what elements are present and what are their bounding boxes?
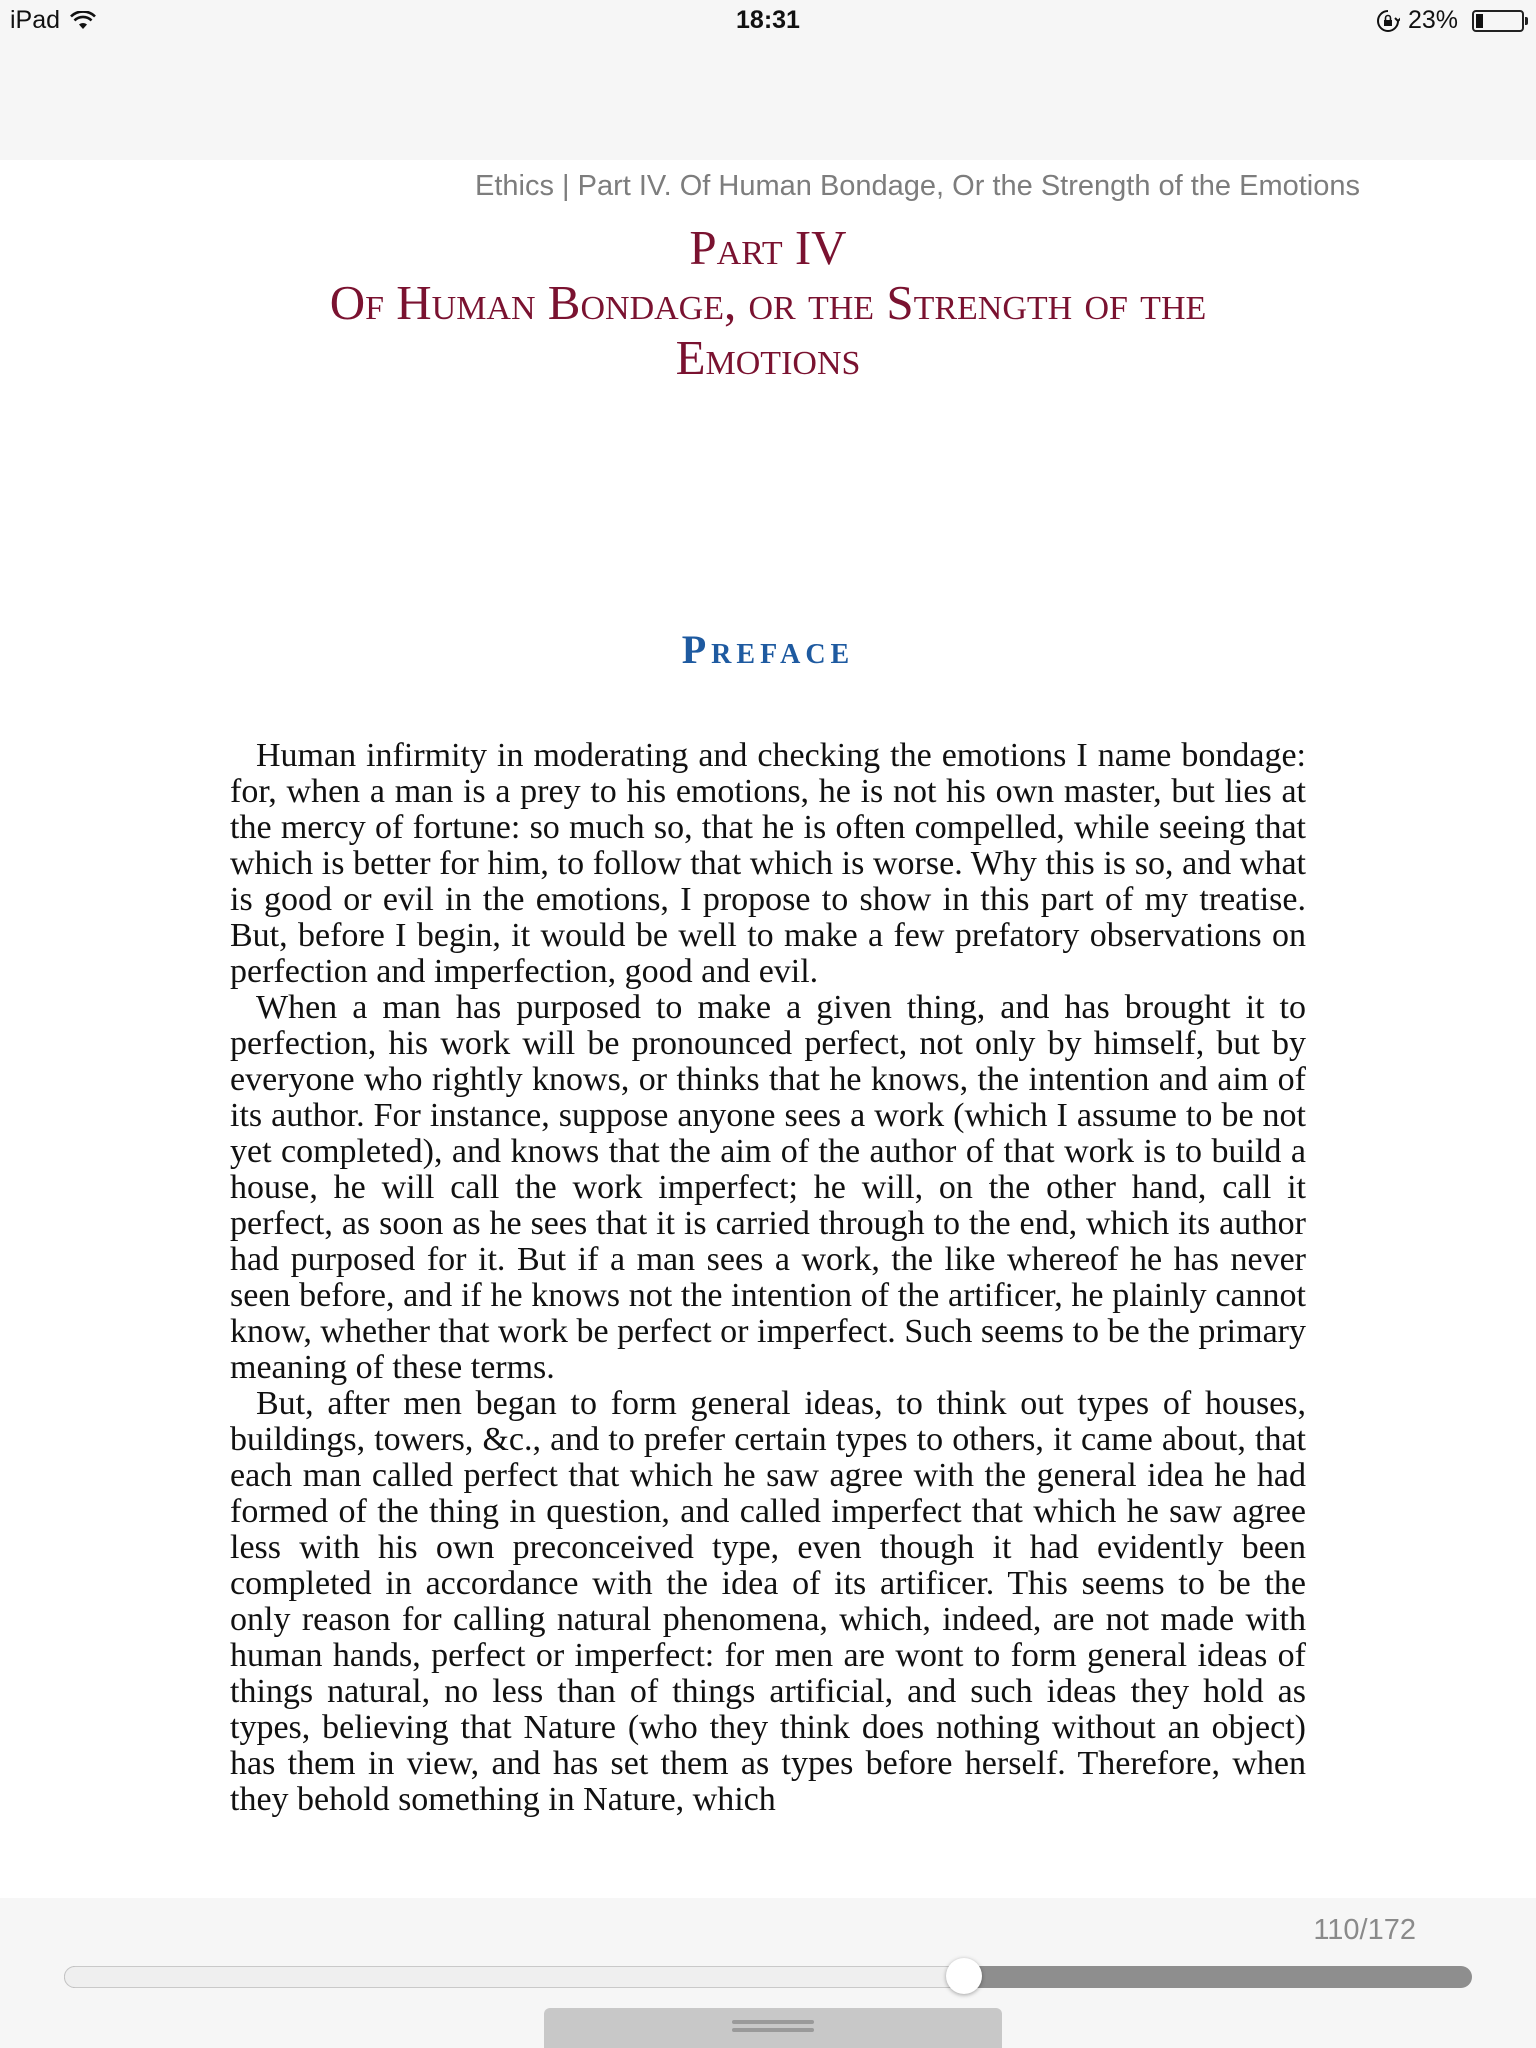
part-title-line: Part IV — [689, 220, 847, 275]
rotation-lock-icon — [1376, 9, 1400, 33]
drawer-handle[interactable] — [544, 2008, 1002, 2048]
status-right — [1376, 6, 1524, 35]
top-toolbar — [0, 0, 1536, 160]
scrubber-progress — [64, 1966, 964, 1988]
battery-level-fill — [1476, 14, 1483, 28]
grip-icon — [732, 2020, 814, 2036]
section-heading: Preface — [681, 627, 855, 672]
battery-icon — [1472, 10, 1524, 32]
battery-percent: 23% — [1407, 6, 1458, 34]
part-title-line: Of Human Bondage, or the Strength of the — [329, 275, 1207, 330]
bottom-toolbar — [0, 1898, 1536, 2048]
status-bar — [0, 0, 1536, 42]
scrubber-track[interactable] — [64, 1966, 1472, 1988]
part-title — [200, 220, 1336, 385]
page-counter: 110/172 — [1313, 1914, 1416, 1946]
part-title-line: Emotions — [675, 330, 861, 385]
clock: 18:31 — [736, 6, 800, 34]
scrubber-thumb[interactable] — [946, 1958, 982, 1994]
paragraph: Human infirmity in moderating and checking the emotions I name bondage: for, when a man is a prey to his emotions, he is not his own master, but lies at the mercy of fortune: so much so, that he is often compelled, while seeing that which is better for him, to follow that which is worse. Why this is so, and what is good or evil in the emotions, I propose to show in this part of my treatise. But, before I begin, it would be well to make a few prefatory observations on perfection and imperfection, good and evil. — [230, 738, 1306, 990]
paragraph: When a man has purposed to make a given thing, and has brought it to perfection, his work will be pronounced perfect, not only by himself, but by everyone who rightly knows, or thinks that he knows, the intention and aim of its author. For instance, suppose anyone sees a work (which I assume to be not yet completed), and knows that the aim of the author of that work is to build a house, he will call the work imperfect; he will, on the other hand, call it perfect, as soon as he sees that it is carried through to the end, which its author had purposed for it. But if a man sees a work, the like whereof he has never seen before, and if he knows not the intention of the artificer, he plainly cannot know, whether that work be perfect or imperfect. Such seems to be the primary meaning of these terms. — [230, 989, 1306, 1386]
paragraph: But, after men began to form general ideas, to think out types of houses, buildings, towers, &c., and to prefer certain types to others, it came about, that each man called perfect that which he saw agree with the general idea he had formed of the thing in question, and called imperfect that which he saw agree less with his own preconceived type, even though it had evidently been completed in accordance with the idea of its artificer. This seems to be the only reason for calling natural phenomena, which, indeed, are not made with human hands, perfect or imperfect: for men are wont to form general ideas of things natural, no less than of things artificial, and such ideas they hold as types, believing that Nature (who they think does nothing without an object) has them in view, and has set them as types before herself. Therefore, when they behold something in Nature, which — [230, 1385, 1306, 1818]
device-label: iPad — [10, 6, 61, 34]
book-page[interactable] — [0, 160, 1536, 1898]
running-header: Ethics | Part IV. Of Human Bondage, Or the Strength of the Emotions — [475, 170, 1360, 202]
body-text — [230, 738, 1306, 1896]
page-scrubber[interactable] — [64, 1966, 1472, 1988]
